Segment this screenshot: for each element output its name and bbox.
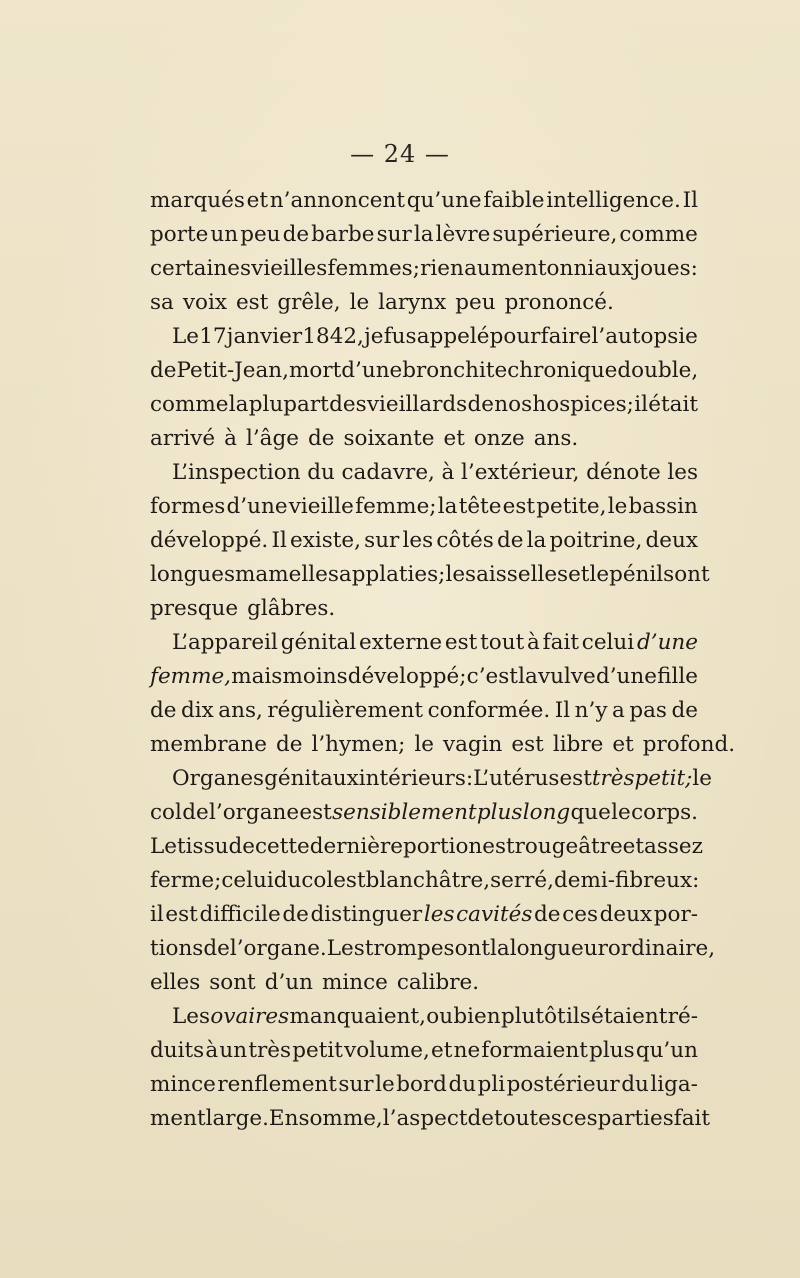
word: col [150,800,182,825]
word: fille [657,664,698,689]
word: distinguer [310,902,423,927]
word: difficile [199,902,281,927]
word: sont [663,562,710,587]
word: le [349,290,370,315]
word: de [534,902,561,927]
word: fait [542,630,579,655]
word: mamelles [235,562,339,587]
word: de [228,834,255,859]
word: il [634,392,648,417]
text-line [150,558,710,592]
word: est [444,630,478,655]
word: à [205,1038,219,1063]
word: ans, [218,698,263,723]
word: de [150,698,177,723]
word: plus [589,1038,635,1063]
word: très [248,1038,291,1063]
word: du [448,1072,477,1097]
word: tête [458,494,502,519]
word: un [210,222,239,247]
word: l’hymen; [311,732,406,757]
word: je [364,324,384,349]
word: génital [280,630,357,655]
word: la [437,494,458,519]
word: manquaient, [289,1004,426,1029]
word: mince [322,970,388,995]
word: les [667,460,698,485]
word: plus [476,800,523,825]
word: menton [490,256,574,281]
word: bien [453,1004,501,1029]
text-line [150,1068,698,1102]
word: d’une [595,664,657,689]
word: ils [565,1004,591,1029]
word: pli [477,1072,506,1097]
word: celui [221,868,274,893]
word: celui [581,630,635,655]
word: un [219,1038,248,1063]
word: est [333,868,366,893]
word: calibre. [396,970,480,995]
word: les [423,902,455,927]
word: En [268,1106,299,1131]
text-line [150,592,698,626]
word: femme; [355,494,437,519]
word: de [671,698,698,723]
word: nos [494,392,533,417]
word: vagin [442,732,503,757]
word: ovaires [210,1004,290,1029]
word: est [165,902,198,927]
word: l’autopsie [591,324,698,349]
word: du [621,1072,649,1097]
word: somme, [298,1106,383,1131]
word: l’aspect [382,1106,468,1131]
word: la [518,664,538,689]
text-line [150,388,698,422]
text-line [150,184,698,218]
text-line [150,864,698,898]
word: du [307,460,335,485]
word: mince [150,1072,216,1097]
word: plupart [248,392,329,417]
text-line [150,626,698,660]
word: ré- [667,1004,698,1029]
word: longueur [509,936,608,961]
word: liga- [650,1072,698,1097]
word: petite, [536,494,607,519]
word: dix [181,698,214,723]
word: de [307,426,335,451]
word: de [182,800,209,825]
word: bassin [628,494,698,519]
word: développé; [347,664,467,689]
word: l’organe [209,800,300,825]
word: certaines [150,256,251,281]
word: voix [182,290,227,315]
word: 17 [199,324,227,349]
word: sont [209,970,256,995]
word: moins [282,664,348,689]
word: joues: [633,256,698,281]
word: Le [150,834,178,859]
word: de [275,732,303,757]
word: large. [205,1106,269,1131]
word: lèvre [435,222,491,247]
text-line [150,286,698,320]
word: ni [573,256,595,281]
word: des [329,392,367,417]
word: Il [554,698,571,723]
word: soixante [343,426,435,451]
text-line [150,524,698,558]
word: ou [426,1004,454,1029]
word: col [301,868,334,893]
word: ment [150,1106,206,1131]
word: elles [150,970,201,995]
word: intérieurs: [358,766,474,791]
word: L’inspection [172,460,301,485]
word: tions [150,936,204,961]
word: petit [292,1038,343,1063]
word: ont [454,936,491,961]
text-line [150,252,698,286]
word: ans. [533,426,579,451]
word: long [522,800,571,825]
word: l’organe. [229,936,327,961]
word: porte [150,222,209,247]
body-text [150,184,736,1136]
word: Les [172,1004,211,1029]
word: de [203,936,230,961]
word: fait [673,1106,711,1131]
text-line [150,966,698,1000]
text-line [150,1000,698,1034]
word: et [443,426,465,451]
word: supérieure, [492,222,618,247]
word: postérieur [506,1072,620,1097]
text-line [150,1034,698,1068]
word: petit; [634,766,693,791]
word: la [228,392,249,417]
word: est [235,290,269,315]
word: fus [383,324,417,349]
word: la [526,528,547,553]
word: demi-fibreux [553,868,693,893]
word: comme [150,392,229,417]
word: janvier [226,324,303,349]
word: vieillards [366,392,468,417]
word: est [502,494,536,519]
word: du [273,868,302,893]
word: cadavre, [341,460,435,485]
word: por- [653,902,698,927]
word: grêle, [277,290,341,315]
word: externe [359,630,443,655]
word: assez [644,834,703,859]
word: et [612,732,634,757]
word: côtés [436,528,494,553]
word: Petit-Jean, [176,358,289,383]
word: vieille [288,494,354,519]
word: de [282,222,310,247]
word: d’un [264,970,313,995]
text-line [150,422,698,456]
word: sur [364,528,400,553]
word: barbe [311,222,375,247]
word: L’appareil [172,630,278,655]
word: longues [150,562,236,587]
word: formaient [481,1038,588,1063]
word: pour [489,324,541,349]
word: tout [480,630,525,655]
text-line [150,762,713,796]
word: d’une [636,630,698,655]
text-line [150,490,698,524]
word: et [622,834,645,859]
word: 1842, [302,324,364,349]
word: tissu [177,834,229,859]
word: ordinaire, [607,936,716,961]
word: aisselles [476,562,569,587]
word: développé. [150,528,269,553]
word: pénil [609,562,664,587]
word: et [568,562,590,587]
word: poitrine, [549,528,643,553]
word: bord [396,1072,447,1097]
word: pas [629,698,667,723]
word: parties [597,1106,674,1131]
word: et [431,1038,453,1063]
word: n’y [574,698,608,723]
word: n’annoncent [269,188,406,213]
word: glâbres. [247,596,336,621]
word: toutes [494,1106,562,1131]
word: au [464,256,491,281]
text-line [150,660,698,694]
word: peu [240,222,281,247]
word: que [570,800,611,825]
word: à [224,426,237,451]
word: était [648,392,698,417]
word: de [467,1106,494,1131]
word: blanchâtre, [365,868,491,893]
word: la [490,936,510,961]
word: de [467,392,494,417]
page-number: — 24 — [350,140,450,168]
word: comme [619,222,698,247]
word: dernière [309,834,403,859]
word: sur [376,222,412,247]
word: intelligence. [546,188,681,213]
word: rien [420,256,464,281]
word: : [692,868,700,893]
word: rougeâtre [514,834,623,859]
word: Les [326,936,365,961]
word: est [299,800,332,825]
word: Le [172,324,200,349]
word: presque [150,596,239,621]
word: dénote [586,460,661,485]
text-line [150,796,698,830]
word: applaties; [338,562,446,587]
word: volume, [344,1038,430,1063]
word: profond. [642,732,736,757]
word: plutôt [500,1004,566,1029]
word: le [375,1072,395,1097]
word: à [441,460,455,485]
word: bronchite [402,358,508,383]
word: serré, [490,868,554,893]
word: de [282,902,309,927]
word: peu [455,290,496,315]
text-line [150,456,698,490]
word: le [611,800,631,825]
word: femmes; [327,256,420,281]
word: corps. [631,800,698,825]
word: l’extérieur, [461,460,580,485]
word: régulièrement [267,698,424,723]
word: qu’une [406,188,482,213]
word: appelé [416,324,490,349]
word: arrivé [150,426,216,451]
word: larynx [378,290,447,315]
word: est [559,766,592,791]
word: le [589,562,610,587]
text-line [150,898,698,932]
word: portion [402,834,483,859]
word: faire [540,324,592,349]
text-line [150,354,698,388]
word: est [511,732,544,757]
word: ces [562,902,598,927]
word: les [445,562,477,587]
word: mais [231,664,283,689]
word: d’une [226,494,288,519]
word: le [414,732,434,757]
word: vieilles [251,256,328,281]
word: est [482,834,515,859]
word: la [413,222,434,247]
word: sur [338,1072,374,1097]
word: existe, [290,528,361,553]
word: Il [271,528,287,553]
word: double, [617,358,699,383]
word: aux [594,256,634,281]
word: femme, [150,664,232,689]
word: étaient [591,1004,668,1029]
word: qu’un [635,1038,698,1063]
word: mort [289,358,342,383]
word: membrane [150,732,267,757]
word: et [246,188,268,213]
word: hospices; [532,392,634,417]
word: l’âge [245,426,299,451]
word: les [402,528,434,553]
word: marqués [150,188,245,213]
word: sa [150,290,174,315]
word: de [496,528,524,553]
word: vulve [538,664,596,689]
text-line [150,1102,711,1136]
text-line [150,320,698,354]
word: formes [150,494,226,519]
word: Il [682,188,698,213]
word: ne [453,1038,481,1063]
word: le [692,766,713,791]
text-line [150,694,698,728]
word: à [527,630,540,655]
word: deux [599,902,653,927]
word: ces [561,1106,598,1131]
text-line [150,218,698,252]
word: prononcé. [504,290,614,315]
word: de [150,358,177,383]
text-line [150,830,703,864]
word: renflement [217,1072,337,1097]
word: deux [645,528,698,553]
word: duits [150,1038,205,1063]
word: sensiblement [332,800,477,825]
word: très [591,766,635,791]
word: cette [254,834,310,859]
word: onze [473,426,525,451]
text-line [150,932,716,966]
word: Organes [172,766,265,791]
word: il [150,902,164,927]
word: cavités [456,902,533,927]
word: libre [552,732,604,757]
word: génitaux [264,766,359,791]
word: faible [483,188,545,213]
word: conformée. [427,698,551,723]
word: ferme; [150,868,222,893]
word: trompes [364,936,455,961]
word: le [607,494,628,519]
word: L’utérus [473,766,560,791]
word: a [612,698,625,723]
word: chronique [507,358,618,383]
text-line [150,728,736,762]
word: d’une [341,358,403,383]
word: c’est [466,664,518,689]
